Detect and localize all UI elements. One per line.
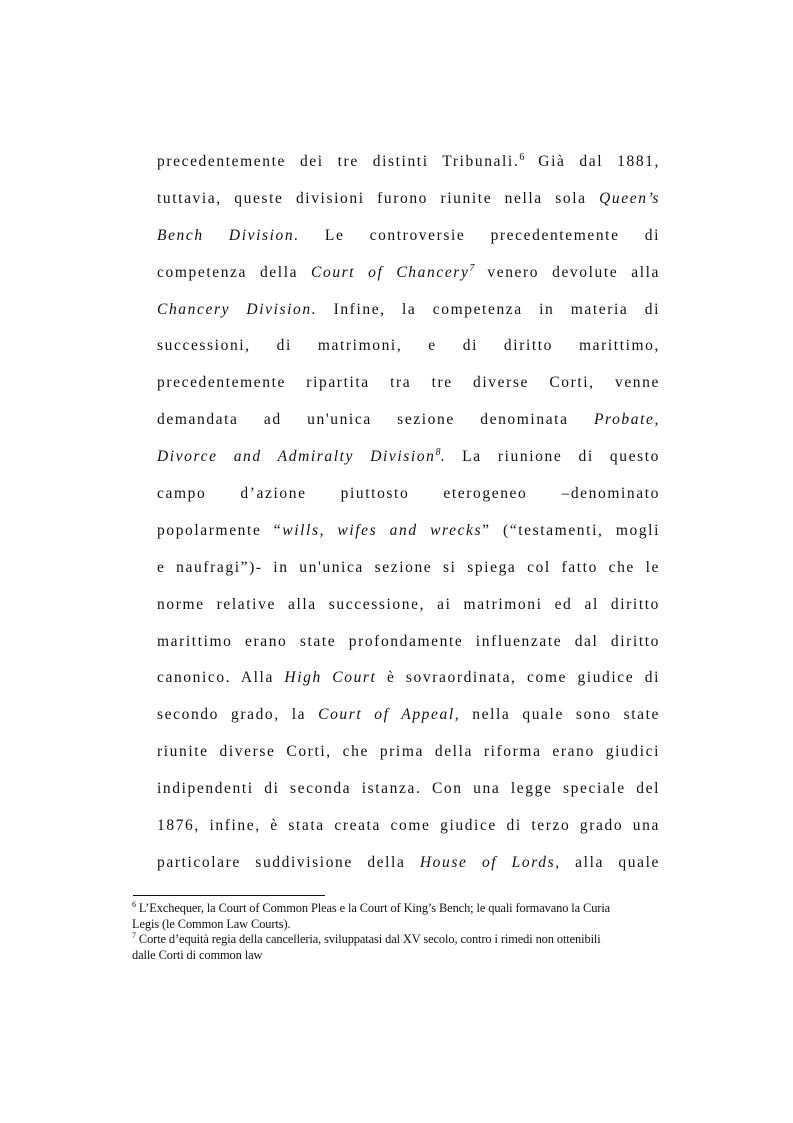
footnote-mark: 7 bbox=[132, 931, 136, 940]
footnote-7 bbox=[132, 932, 662, 963]
text-line bbox=[157, 771, 660, 808]
text-line bbox=[157, 697, 660, 734]
footnote-reference: 6 bbox=[519, 152, 525, 163]
text-segment: è sovraordinata, come giudice di bbox=[376, 669, 660, 687]
footnotes bbox=[132, 901, 662, 963]
text-segment: precedentemente dei tre distinti Tribunali. bbox=[157, 153, 520, 170]
text-line bbox=[157, 181, 660, 218]
text-line bbox=[157, 476, 660, 513]
text-segment: competenza della bbox=[157, 263, 312, 281]
text-segment: precedentemente ripartita tra tre diverse Corti, venne bbox=[157, 374, 660, 392]
text-segment: Court of Appeal, bbox=[318, 706, 461, 724]
text-segment: indipendenti di seconda istanza. Con una legge speciale del bbox=[157, 780, 660, 798]
footnote-reference: 8 bbox=[435, 447, 441, 459]
text-line bbox=[157, 255, 660, 292]
text-segment: Divorce and Admiralty Division bbox=[157, 448, 436, 466]
text-line bbox=[157, 550, 660, 587]
text-segment: ” (“testamenti, mogli bbox=[482, 521, 660, 539]
text-segment: Court of Chancery bbox=[311, 263, 470, 281]
text-segment: House of Lords, bbox=[419, 853, 561, 871]
text-line bbox=[157, 624, 660, 661]
text-segment: Infine, la competenza in materia di bbox=[317, 300, 660, 318]
text-segment: marittimo erano state profondamente influenzate dal diritto bbox=[157, 632, 660, 650]
text-segment: 1876, infine, è stata creata come giudice di terzo grado una bbox=[157, 817, 660, 835]
footnote-mark: 6 bbox=[132, 900, 136, 909]
text-line bbox=[157, 365, 660, 402]
text-segment: High Court bbox=[284, 669, 377, 687]
footnote-text: dalle Corti di common law bbox=[132, 947, 263, 962]
text-segment: nella quale sono state bbox=[460, 706, 660, 724]
text-segment: popolarmente “ bbox=[157, 521, 283, 539]
text-segment: tuttavia, queste divisioni furono riunite nella sola bbox=[157, 189, 600, 207]
text-segment: canonico. Alla bbox=[157, 669, 285, 687]
text-segment: norme relative alla successione, ai matrimoni ed al diritto bbox=[157, 595, 660, 613]
text-segment: Probate, bbox=[593, 411, 660, 429]
text-segment: venero devolute alla bbox=[474, 263, 660, 281]
text-segment: successioni, di matrimoni, e di diritto marittimo, bbox=[157, 337, 660, 355]
text-segment: Chancery Division. bbox=[157, 300, 318, 318]
text-segment: Bench Division. bbox=[157, 226, 300, 244]
footnote-6 bbox=[132, 901, 662, 932]
footnote-separator bbox=[133, 895, 325, 896]
text-segment: Già dal 1881, bbox=[524, 153, 660, 170]
text-line bbox=[157, 218, 660, 255]
text-segment: campo d’azione piuttosto eterogeneo –denominato bbox=[157, 485, 660, 503]
text-segment: demandata ad un'unica sezione denominata bbox=[157, 411, 594, 429]
text-segment: wills, wifes and wrecks bbox=[282, 521, 483, 539]
text-line bbox=[157, 144, 660, 181]
text-line bbox=[157, 328, 660, 365]
text-segment: particolare suddivisione della bbox=[157, 853, 420, 871]
text-segment: riunite diverse Corti, che prima della riforma erano giudici bbox=[157, 743, 660, 761]
text-segment: secondo grado, la bbox=[157, 706, 319, 724]
text-line bbox=[157, 734, 660, 771]
text-line bbox=[157, 439, 660, 476]
text-segment: . La riunione di questo bbox=[440, 448, 660, 466]
text-line bbox=[157, 402, 660, 439]
footnote-text: Corte d’equità regia della cancelleria, sviluppatasi dal XV secolo, contro i rimedi non ottenibili bbox=[138, 932, 601, 946]
main-text bbox=[157, 144, 660, 882]
text-line bbox=[157, 513, 660, 550]
text-line bbox=[157, 587, 660, 624]
footnote-text: L’Exchequer, la Court of Common Pleas e la Court of King’s Bench; le quali formavano la Curia bbox=[138, 901, 611, 915]
text-line bbox=[157, 845, 660, 882]
text-segment: e naufragi”)- in un'unica sezione si spiega col fatto che le bbox=[157, 558, 660, 576]
text-segment: Queen’s bbox=[599, 189, 660, 207]
footnote-reference: 7 bbox=[469, 262, 475, 274]
text-segment: Le controversie precedentemente di bbox=[299, 226, 660, 244]
footnote-text: Legis (le Common Law Courts). bbox=[132, 916, 291, 931]
text-line bbox=[157, 808, 660, 845]
text-line bbox=[157, 292, 660, 329]
text-line bbox=[157, 660, 660, 697]
text-segment: alla quale bbox=[560, 853, 660, 871]
